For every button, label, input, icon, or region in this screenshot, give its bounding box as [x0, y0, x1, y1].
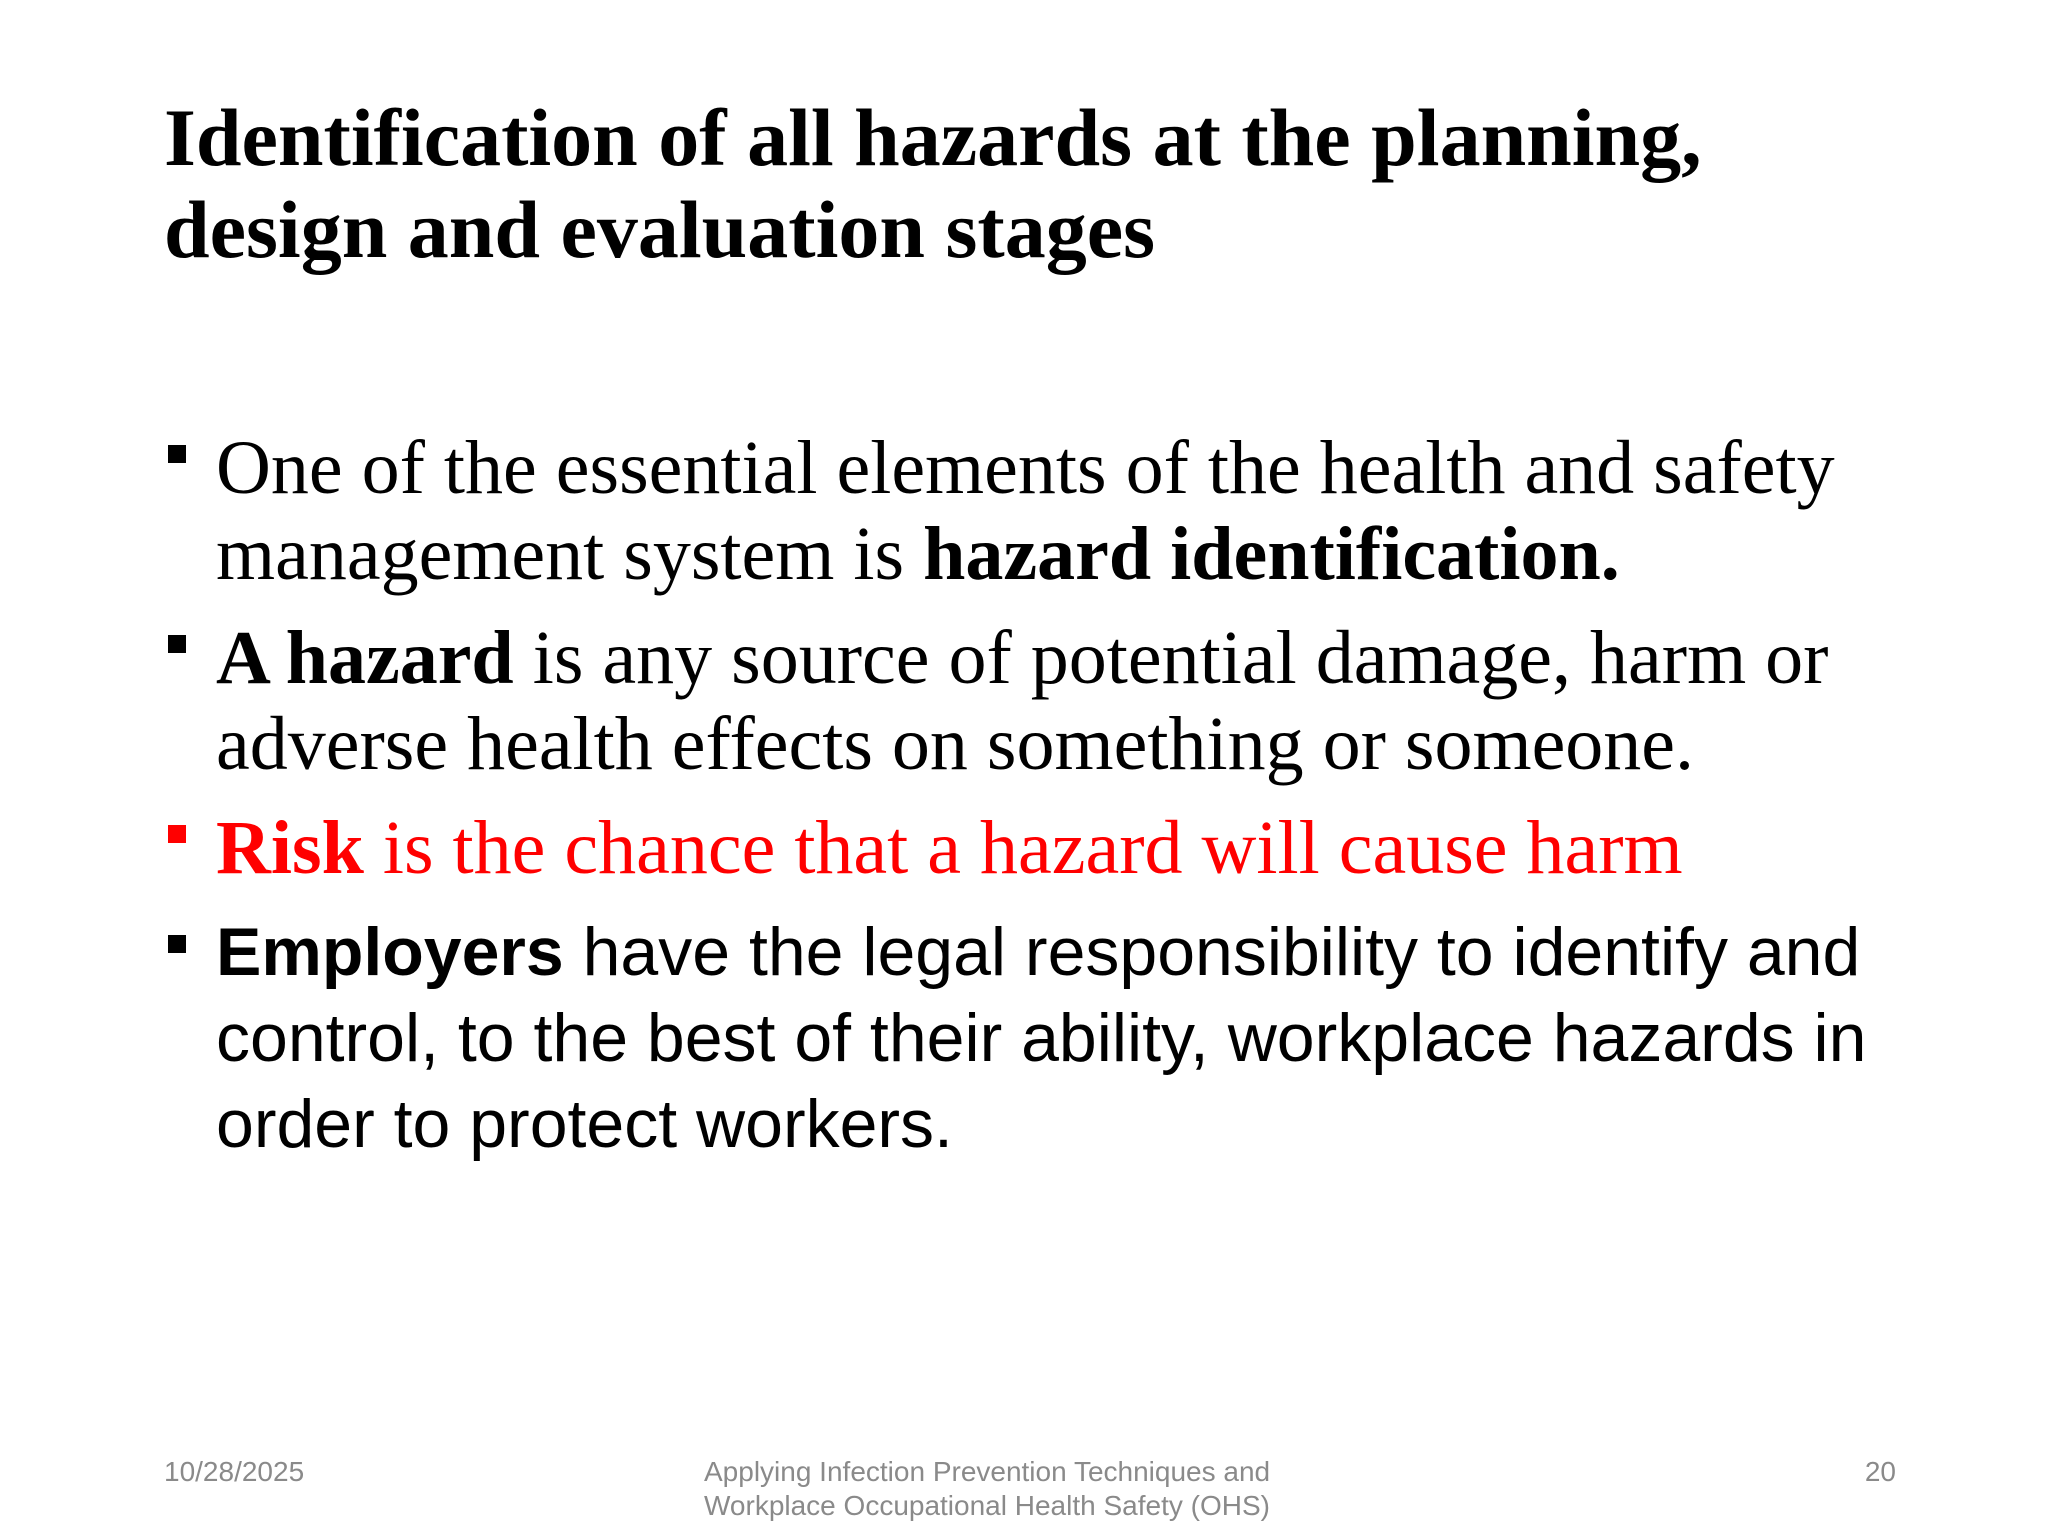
- slide-title: Identification of all hazards at the planning, design and evaluation stages: [164, 92, 1702, 275]
- bullet-list: [164, 425, 1944, 1185]
- footer-title: Applying Infection Prevention Techniques and Workplace Occupational Health Safety (OHS): [704, 1456, 1271, 1521]
- bullet-text: is any source of potential damage, harm or adverse health effects on something or someone.: [216, 616, 1829, 786]
- page-number: 20: [1864, 1456, 1896, 1487]
- bullet-hazard-definition: [164, 615, 1944, 787]
- bullet-emphasis: A hazard: [216, 616, 514, 700]
- square-bullet-icon: [168, 935, 186, 953]
- square-bullet-icon: [168, 635, 186, 653]
- bullet-risk-definition: [164, 805, 1944, 891]
- bullet-employers: [164, 909, 1944, 1167]
- footer-date: 10/28/2025: [164, 1456, 305, 1487]
- bullet-emphasis: Risk: [216, 806, 364, 890]
- bullet-text: is the chance that a hazard will cause harm: [363, 806, 1683, 890]
- bullet-text: One of the essential elements of the health and safety management system is: [216, 426, 1835, 596]
- bullet-emphasis: hazard identification.: [923, 512, 1620, 596]
- bullet-emphasis: Employers: [216, 914, 564, 990]
- square-bullet-icon: [168, 445, 186, 463]
- square-bullet-icon: [168, 825, 186, 843]
- bullet-text: have the legal responsibility to identify and control, to the best of their ability, workplace hazards in order to protect workers.: [216, 914, 1867, 1162]
- bullet-hazard-identification: [164, 425, 1944, 597]
